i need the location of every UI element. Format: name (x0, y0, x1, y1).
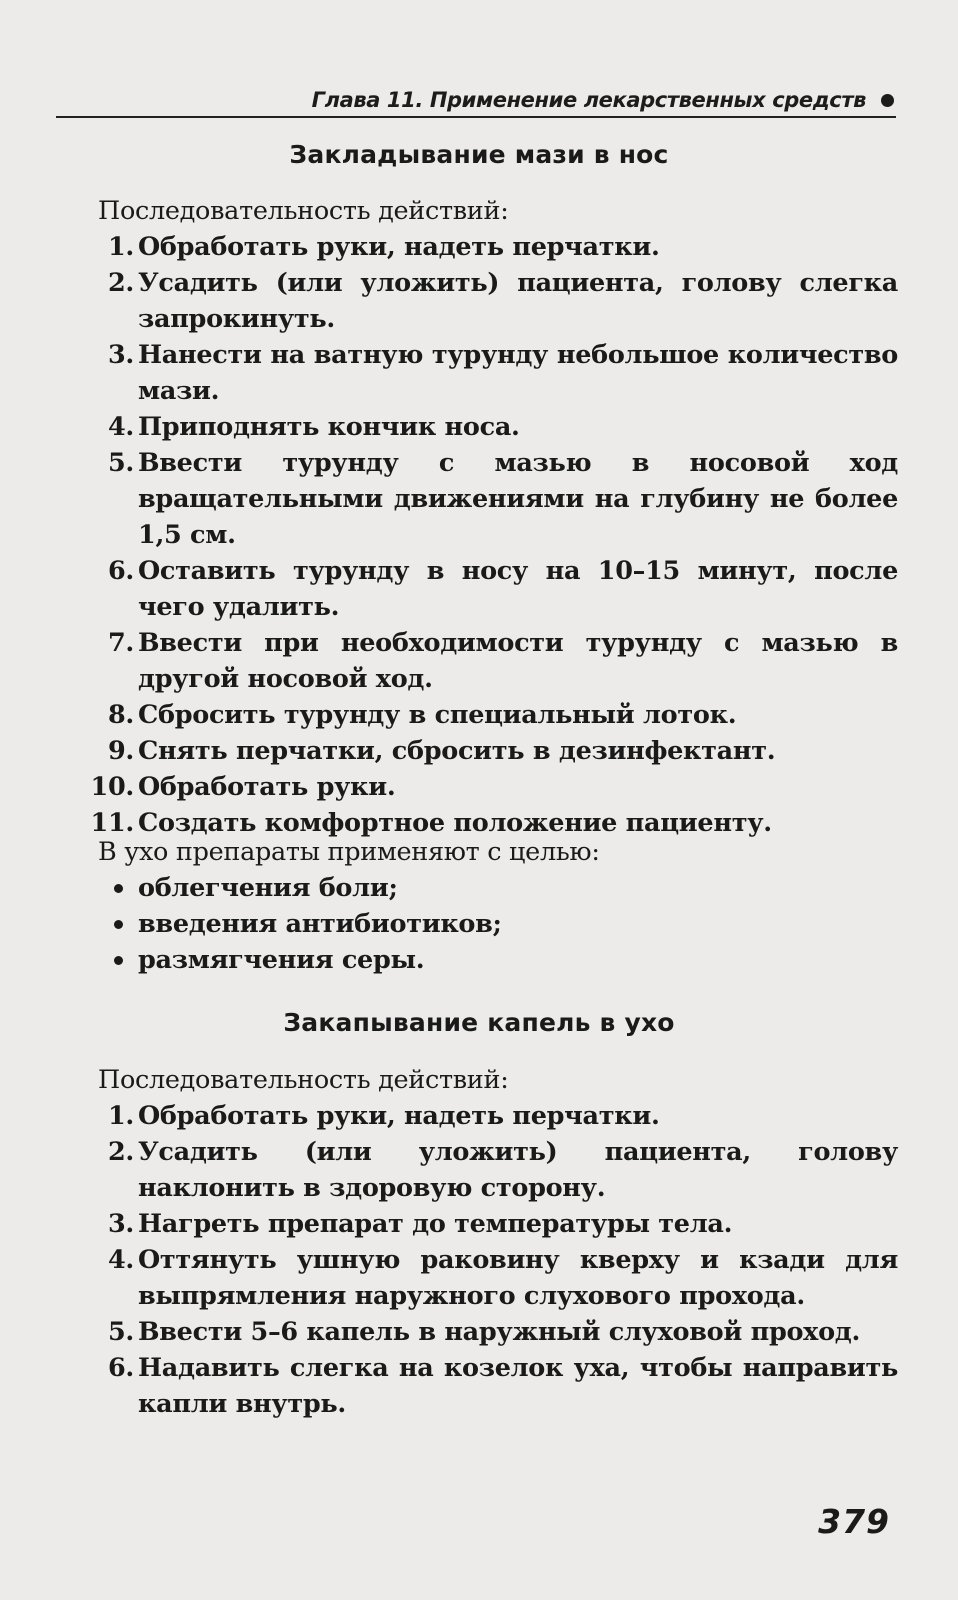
step-text: Ввести 5–6 капель в наружный слуховой проход. (138, 1317, 861, 1347)
section-ear-intro: Последовательность действий: (98, 1065, 509, 1095)
section-title-ear: Закапывание капель в ухо (283, 1008, 675, 1037)
step-text: Сбросить турунду в специальный лоток. (138, 700, 737, 730)
step-item (98, 1350, 898, 1422)
step-number: 2. (107, 1137, 134, 1167)
list-item: введения антибиотиков; (112, 906, 898, 942)
step-number: 8. (107, 700, 134, 730)
step-item (98, 1206, 898, 1242)
step-text: Нанести на ватную турунду небольшое количество мази. (138, 340, 898, 406)
step-text: Обработать руки, надеть перчатки. (138, 232, 660, 262)
bullet-dot-icon (881, 94, 894, 107)
step-item (98, 553, 898, 625)
step-number: 1. (107, 1101, 134, 1131)
chapter-title: Глава 11. Применение лекарственных средств (311, 88, 866, 112)
step-number: 6. (107, 1353, 134, 1383)
section-nose-body (90, 193, 898, 841)
step-text: Оттянуть ушную раковину кверху и кзади для выпрямления наружного слухового прохода. (138, 1245, 898, 1311)
step-item (98, 265, 898, 337)
running-header (56, 78, 896, 118)
step-number: 4. (107, 1245, 134, 1275)
step-item (98, 445, 898, 553)
section-ear-body (98, 1062, 898, 1422)
step-text: Ввести турунду с мазью в носовой ход вращательными движениями на глубину не более 1,5 см. (138, 448, 898, 550)
step-text: Снять перчатки, сбросить в дезинфектант. (138, 736, 776, 766)
step-text: Нагреть препарат до температуры тела. (138, 1209, 733, 1239)
step-text: Создать комфортное положение пациенту. (138, 808, 772, 838)
list-item: размягчения серы. (112, 942, 898, 978)
section-nose-intro: Последовательность действий: (98, 196, 509, 226)
ear-purpose-intro: В ухо препараты применяют с целью: (98, 837, 600, 867)
step-number: 6. (107, 556, 134, 586)
step-item (90, 769, 898, 805)
section-nose-steps (90, 229, 898, 841)
step-number: 3. (107, 340, 134, 370)
section-title-nose: Закладывание мази в нос (289, 140, 669, 169)
step-number: 1. (107, 232, 134, 262)
step-item (98, 733, 898, 769)
step-number: 7. (107, 628, 134, 658)
step-item (98, 337, 898, 409)
step-number: 4. (107, 412, 134, 442)
step-number: 10. (90, 772, 134, 802)
step-text: Ввести при необходимости турунду с мазью в другой носовой ход. (138, 628, 898, 694)
step-item (98, 1098, 898, 1134)
step-item (98, 697, 898, 733)
step-item (98, 229, 898, 265)
step-number: 11. (90, 808, 134, 838)
step-item (98, 1314, 898, 1350)
step-number: 9. (107, 736, 134, 766)
step-number: 3. (107, 1209, 134, 1239)
step-text: Оставить турунду в носу на 10–15 минут, после чего удалить. (138, 556, 898, 622)
step-number: 2. (107, 268, 134, 298)
section-ear-steps (98, 1098, 898, 1422)
list-item: облегчения боли; (112, 870, 898, 906)
step-item (98, 409, 898, 445)
step-text: Приподнять кончик носа. (138, 412, 520, 442)
step-text: Усадить (или уложить) пациента, голову наклонить в здоровую сторону. (138, 1137, 898, 1203)
step-item (98, 1134, 898, 1206)
page-number: 379 (818, 1502, 890, 1541)
ear-purpose-list (98, 870, 898, 978)
step-item (98, 625, 898, 697)
step-text: Обработать руки, надеть перчатки. (138, 1101, 660, 1131)
step-text: Обработать руки. (138, 772, 396, 802)
step-item (98, 1242, 898, 1314)
ear-purpose-body (98, 834, 898, 978)
step-number: 5. (107, 1317, 134, 1347)
step-text: Надавить слегка на козелок уха, чтобы направить капли внутрь. (138, 1353, 898, 1419)
step-text: Усадить (или уложить) пациента, голову слегка запрокинуть. (138, 268, 898, 334)
step-number: 5. (107, 448, 134, 478)
